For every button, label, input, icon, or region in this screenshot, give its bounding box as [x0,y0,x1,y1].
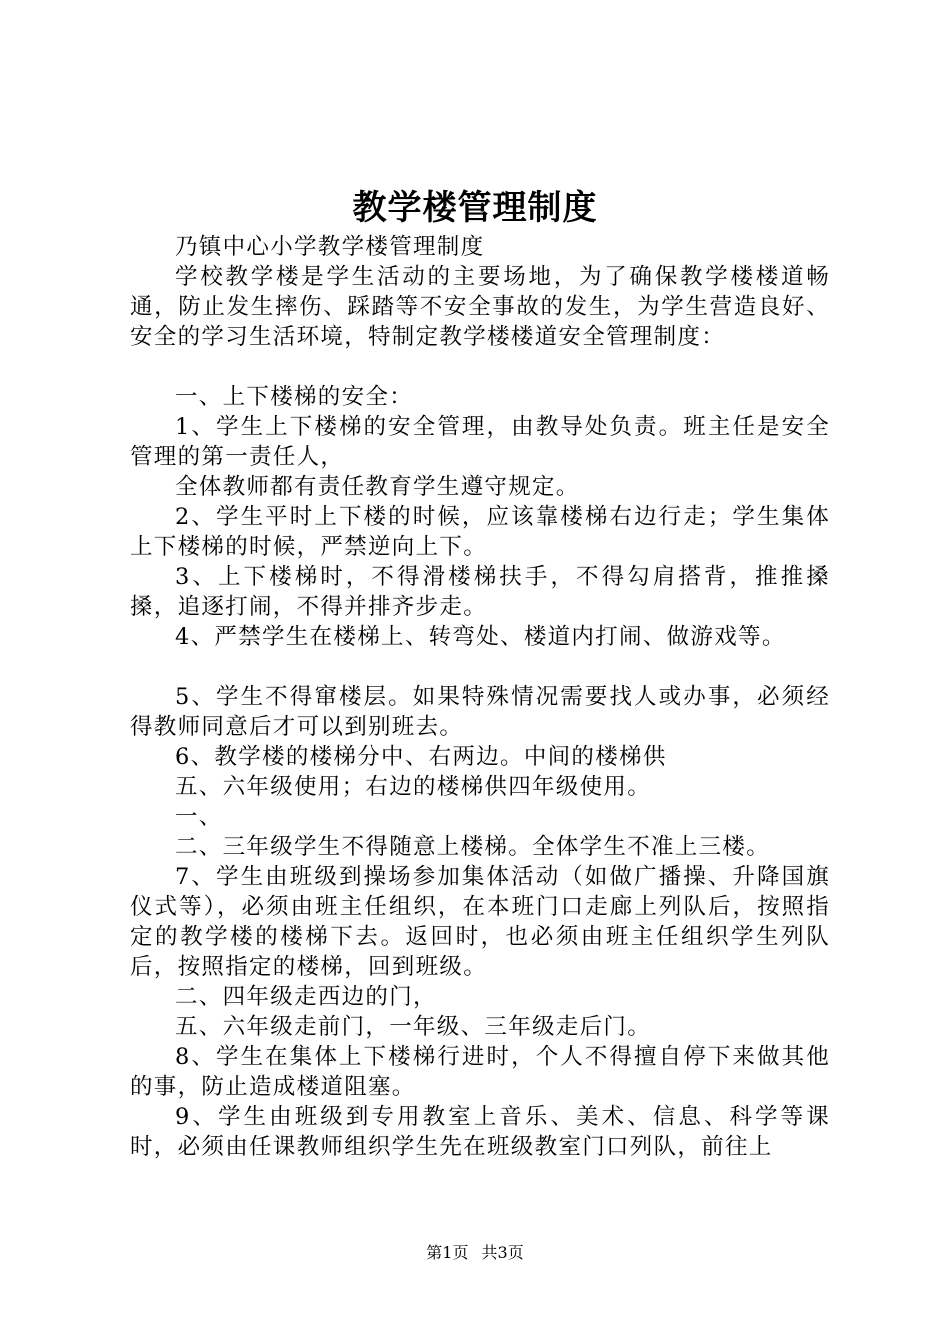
paragraph: 5、学生不得窜楼层。如果特殊情况需要找人或办事，必须经得教师同意后才可以到别班去。 [130,684,830,740]
paragraph: 五、六年级使用；右边的楼梯供四年级使用。 [175,774,652,800]
page-footer [0,1243,950,1263]
paragraph: 二、三年级学生不得随意上楼梯。全体学生不准上三楼。 [175,834,771,860]
paragraph: 4、严禁学生在楼梯上、转弯处、楼道内打闹、做游戏等。 [175,624,786,650]
paragraph: 一、上下楼梯的安全： [175,384,414,410]
page-total: 共3页 [481,1243,524,1262]
paragraph: 一、 [175,804,223,830]
paragraph: 1、学生上下楼梯的安全管理，由教导处负责。班主任是安全管理的第一责任人， [130,414,830,470]
blank-line [130,652,830,682]
paragraph: 7、学生由班级到操场参加集体活动（如做广播操、升降国旗仪式等），必须由班主任组织，在本班门口走廊上列队后，按照指定的教学楼的楼梯下去。返回时，也必须由班主任组织学生列队后，按照指定的楼梯，回到班级。 [130,864,830,980]
paragraph: 8、学生在集体上下楼梯行进时，个人不得擅自停下来做其他的事，防止造成楼道阻塞。 [130,1044,830,1100]
blank-line [130,352,830,382]
document-title: 教学楼管理制度 [352,188,598,228]
paragraph: 3、上下楼梯时，不得滑楼梯扶手，不得勾肩搭背，推推搡搡，追逐打闹，不得并排齐步走。 [130,564,830,620]
paragraph: 乃镇中心小学教学楼管理制度 [175,234,485,260]
paragraph: 五、六年级走前门，一年级、三年级走后门。 [175,1014,652,1040]
paragraph: 9、学生由班级到专用教室上音乐、美术、信息、科学等课时，必须由任课教师组织学生先在班级教室门口列队，前往上 [130,1104,830,1160]
paragraph: 二、四年级走西边的门， [175,984,437,1010]
document-body [130,232,830,1162]
paragraph: 6、教学楼的楼梯分中、右两边。中间的楼梯供 [175,744,667,770]
paragraph: 2、学生平时上下楼的时候，应该靠楼梯右边行走；学生集体上下楼梯的时候，严禁逆向上下。 [130,504,830,560]
paragraph: 学校教学楼是学生活动的主要场地，为了确保教学楼楼道畅通，防止发生摔伤、踩踏等不安全事故的发生，为学生营造良好、安全的学习生活环境，特制定教学楼楼道安全管理制度： [130,264,830,350]
paragraph: 全体教师都有责任教育学生遵守规定。 [175,474,580,500]
page-number: 第1页 [426,1243,469,1262]
